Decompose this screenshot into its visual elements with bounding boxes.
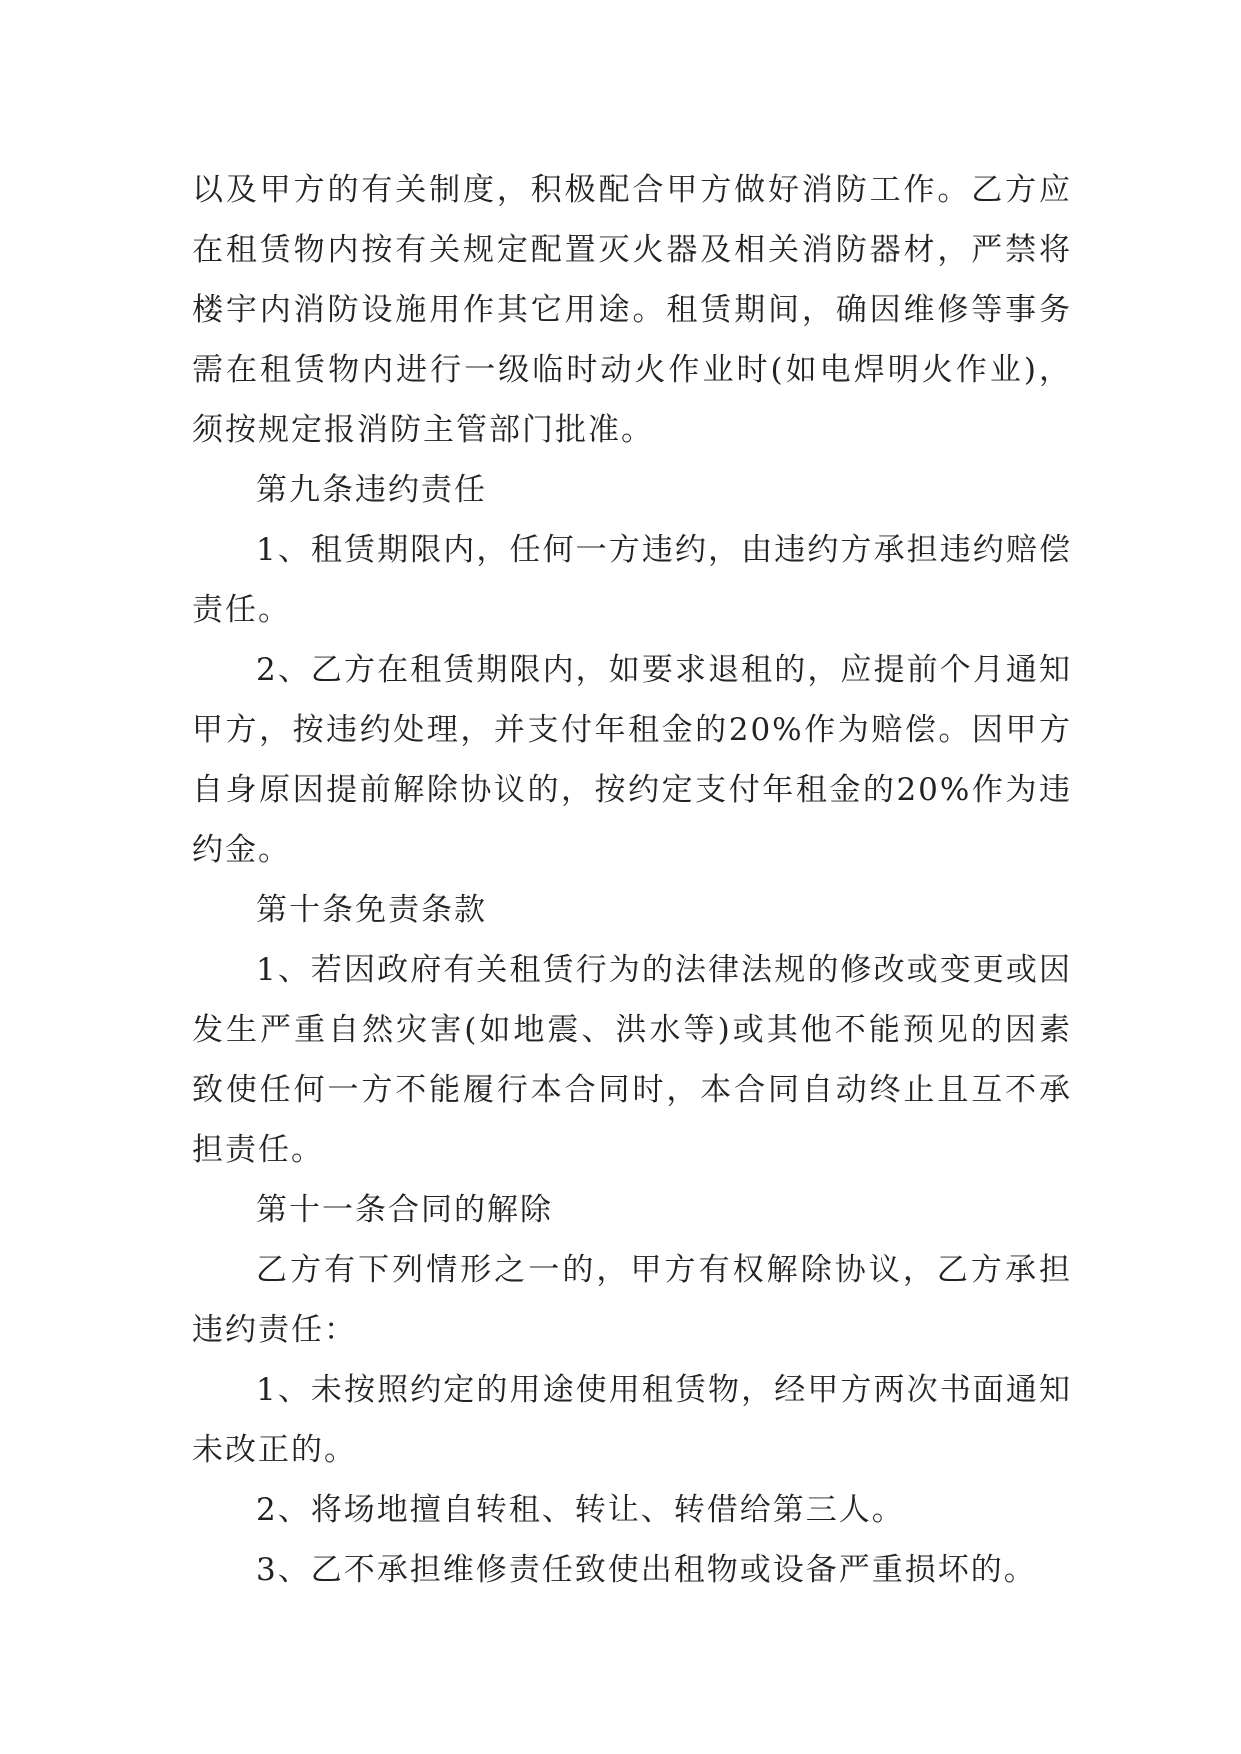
document-body (192, 160, 1072, 1600)
article-9-clause-2: 2、乙方在租赁期限内，如要求退租的，应提前个月通知甲方，按违约处理，并支付年租金的20%作为赔偿。因甲方自身原因提前解除协议的，按约定支付年租金的20%作为违约金。 (192, 652, 1072, 868)
article-11-heading: 第十一条合同的解除 (256, 1192, 553, 1228)
article-9-heading: 第九条违约责任 (256, 472, 487, 508)
article-9-clause-1: 1、租赁期限内，任何一方违约，由违约方承担违约赔偿责任。 (192, 532, 1072, 628)
article-11-clause-2: 2、将场地擅自转租、转让、转借给第三人。 (256, 1492, 905, 1528)
article-11-clause-3: 3、乙不承担维修责任致使出租物或设备严重损坏的。 (256, 1552, 1037, 1588)
article-10-heading: 第十条免责条款 (256, 892, 487, 928)
article-11-clause-1: 1、未按照约定的用途使用租赁物，经甲方两次书面通知未改正的。 (192, 1372, 1072, 1468)
article-11-intro: 乙方有下列情形之一的，甲方有权解除协议，乙方承担违约责任： (192, 1252, 1072, 1348)
article-10-clause-1: 1、若因政府有关租赁行为的法律法规的修改或变更或因发生严重自然灾害(如地震、洪水等)或其他不能预见的因素致使任何一方不能履行本合同时，本合同自动终止且互不承担责任。 (192, 952, 1072, 1168)
paragraph-fire-safety: 以及甲方的有关制度，积极配合甲方做好消防工作。乙方应在租赁物内按有关规定配置灭火器及相关消防器材，严禁将楼宇内消防设施用作其它用途。租赁期间，确因维修等事务需在租赁物内进行一级临时动火作业时(如电焊明火作业)，须按规定报消防主管部门批准。 (192, 172, 1072, 448)
